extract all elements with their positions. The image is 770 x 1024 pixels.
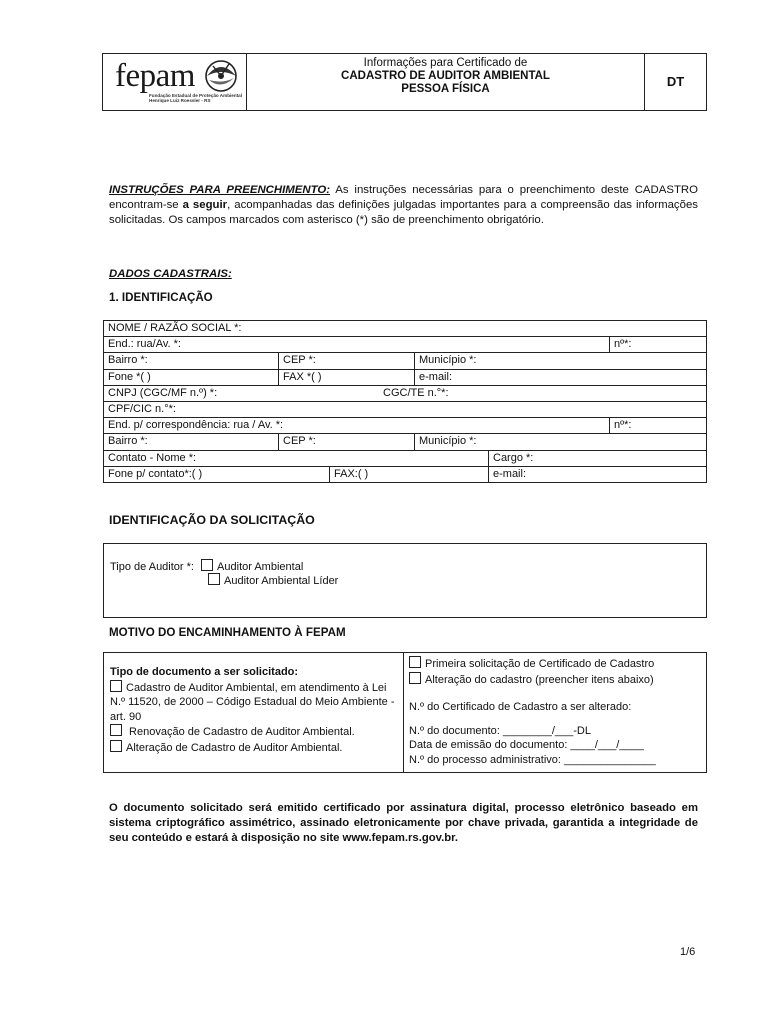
checkbox-icon[interactable] <box>110 724 122 736</box>
alteracao-option[interactable]: Alteração de Cadastro de Auditor Ambiental. <box>110 740 398 756</box>
fax-field[interactable]: FAX *( ) <box>278 370 414 385</box>
motivo-right-panel <box>409 656 704 767</box>
endereco-correspondencia-field[interactable]: End. p/ correspondência: rua / Av. *: <box>108 419 284 432</box>
fone-contato-field[interactable]: Fone p/ contato*:( ) <box>108 467 203 480</box>
section-identificacao-heading: 1. IDENTIFICAÇÃO <box>109 291 213 304</box>
cargo-field[interactable]: Cargo *: <box>488 451 706 466</box>
email-field[interactable]: e-mail: <box>414 370 706 385</box>
table-row <box>104 418 706 434</box>
solicitacao-heading: IDENTIFICAÇÃO DA SOLICITAÇÃO <box>109 513 315 527</box>
identification-table <box>103 320 707 483</box>
email2-field[interactable]: e-mail: <box>488 467 706 482</box>
fax2-field[interactable]: FAX:( ) <box>329 467 488 482</box>
checkbox-icon[interactable] <box>409 656 421 668</box>
alteracao-cadastro-option[interactable]: Alteração do cadastro (preencher itens abaixo) <box>409 672 704 688</box>
header-title-line1: Informações para Certificado de <box>363 57 528 69</box>
checkbox-icon[interactable] <box>110 740 122 752</box>
table-row <box>104 467 706 482</box>
instructions-heading: INSTRUÇÕES PARA PREENCHIMENTO: <box>109 184 331 196</box>
processo-numero-field[interactable]: N.º do processo administrativo: _______________ <box>409 753 656 766</box>
logo-subtitle: Fundação Estadual de Proteção Ambiental Henrique Luiz Roessler - RS <box>149 93 243 103</box>
table-row <box>104 353 706 369</box>
municipio2-field[interactable]: Município *: <box>414 434 706 449</box>
table-row <box>104 402 706 418</box>
table-row <box>104 434 706 450</box>
table-row <box>104 337 706 353</box>
fepam-logo <box>103 54 247 110</box>
tipo-auditor-label: Tipo de Auditor *: <box>110 561 194 573</box>
numero2-field[interactable]: nº*: <box>609 418 706 433</box>
endereco-field[interactable]: End.: rua/Av. *: <box>108 338 181 351</box>
contato-field[interactable]: Contato - Nome *: <box>108 451 197 464</box>
header-title <box>247 54 645 110</box>
nome-field[interactable]: NOME / RAZÃO SOCIAL *: <box>108 322 242 334</box>
header-title-line3: PESSOA FÍSICA <box>401 83 490 95</box>
header-title-line2: CADASTRO DE AUDITOR AMBIENTAL <box>341 70 550 82</box>
checkbox-icon[interactable] <box>409 672 421 684</box>
numero-field[interactable]: nº*: <box>609 337 706 352</box>
instructions-paragraph: INSTRUÇÕES PARA PREENCHIMENTO: As instruções necessárias para o preenchimento deste CADASTRO encontram-se a seguir, acompanhadas das definições julgadas importantes para a compreensão das informações solicitadas. Os campos marcados com asterisco (*) são de preenchimento obrigatório. <box>109 184 698 226</box>
logo-wordmark: fepam <box>115 58 195 94</box>
table-row <box>104 370 706 386</box>
bairro-field[interactable]: Bairro *: <box>108 354 148 367</box>
cgcte-field[interactable]: CGC/TE n.°*: <box>383 386 449 399</box>
cpf-field[interactable]: CPF/CIC n.°*: <box>108 402 176 415</box>
auditor-lider-option[interactable]: Auditor Ambiental Líder <box>208 573 338 589</box>
checkbox-icon[interactable] <box>208 573 220 585</box>
auditor-ambiental-option[interactable]: Auditor Ambiental <box>201 561 303 573</box>
bairro2-field[interactable]: Bairro *: <box>108 435 148 448</box>
data-emissao-field[interactable]: Data de emissão do documento: ____/___/____ <box>409 739 644 751</box>
checkbox-icon[interactable] <box>201 559 213 571</box>
renovacao-option[interactable]: Renovação de Cadastro de Auditor Ambiental. <box>110 724 398 740</box>
table-row <box>104 386 706 402</box>
tipo-auditor-box <box>103 543 707 618</box>
table-row <box>104 321 706 337</box>
cnpj-field[interactable]: CNPJ (CGC/MF n.º) *: <box>108 386 218 399</box>
tipo-documento-title: Tipo de documento a ser solicitado: <box>110 666 299 678</box>
municipio-field[interactable]: Município *: <box>414 353 706 368</box>
table-row <box>104 451 706 467</box>
certificado-numero-field[interactable]: N.º do Certificado de Cadastro a ser alterado: <box>409 701 632 713</box>
primeira-solicitacao-option[interactable]: Primeira solicitação de Certificado de Cadastro <box>409 656 704 672</box>
cep2-field[interactable]: CEP *: <box>278 434 414 449</box>
checkbox-icon[interactable] <box>110 680 122 692</box>
motivo-box <box>103 652 707 773</box>
cadastro-option[interactable]: Cadastro de Auditor Ambiental, em atendimento à Lei N.º 11520, de 2000 – Código Estadual do Meio Ambiente - art. 90 <box>110 681 395 723</box>
motivo-heading: MOTIVO DO ENCAMINHAMENTO À FEPAM <box>109 626 346 639</box>
cep-field[interactable]: CEP *: <box>278 353 414 368</box>
fone-field[interactable]: Fone *( ) <box>108 370 151 383</box>
document-header <box>102 53 707 111</box>
page-number: 1/6 <box>680 946 696 958</box>
logo-emblem-icon <box>199 56 239 96</box>
dados-cadastrais-heading: DADOS CADASTRAIS: <box>109 268 232 280</box>
document-code: DT <box>666 74 685 89</box>
documento-numero-field[interactable]: N.º do documento: ________/___-DL <box>409 724 591 737</box>
assinatura-digital-note: O documento solicitado será emitido certificado por assinatura digital, processo eletrônico baseado em sistema criptográfico assimétrico, assinado eletronicamente por chave privada, garantida a integridade de seu conteúdo e estará à disposição no site www.fepam.rs.gov.br. <box>109 802 698 844</box>
motivo-left-panel <box>104 653 404 772</box>
